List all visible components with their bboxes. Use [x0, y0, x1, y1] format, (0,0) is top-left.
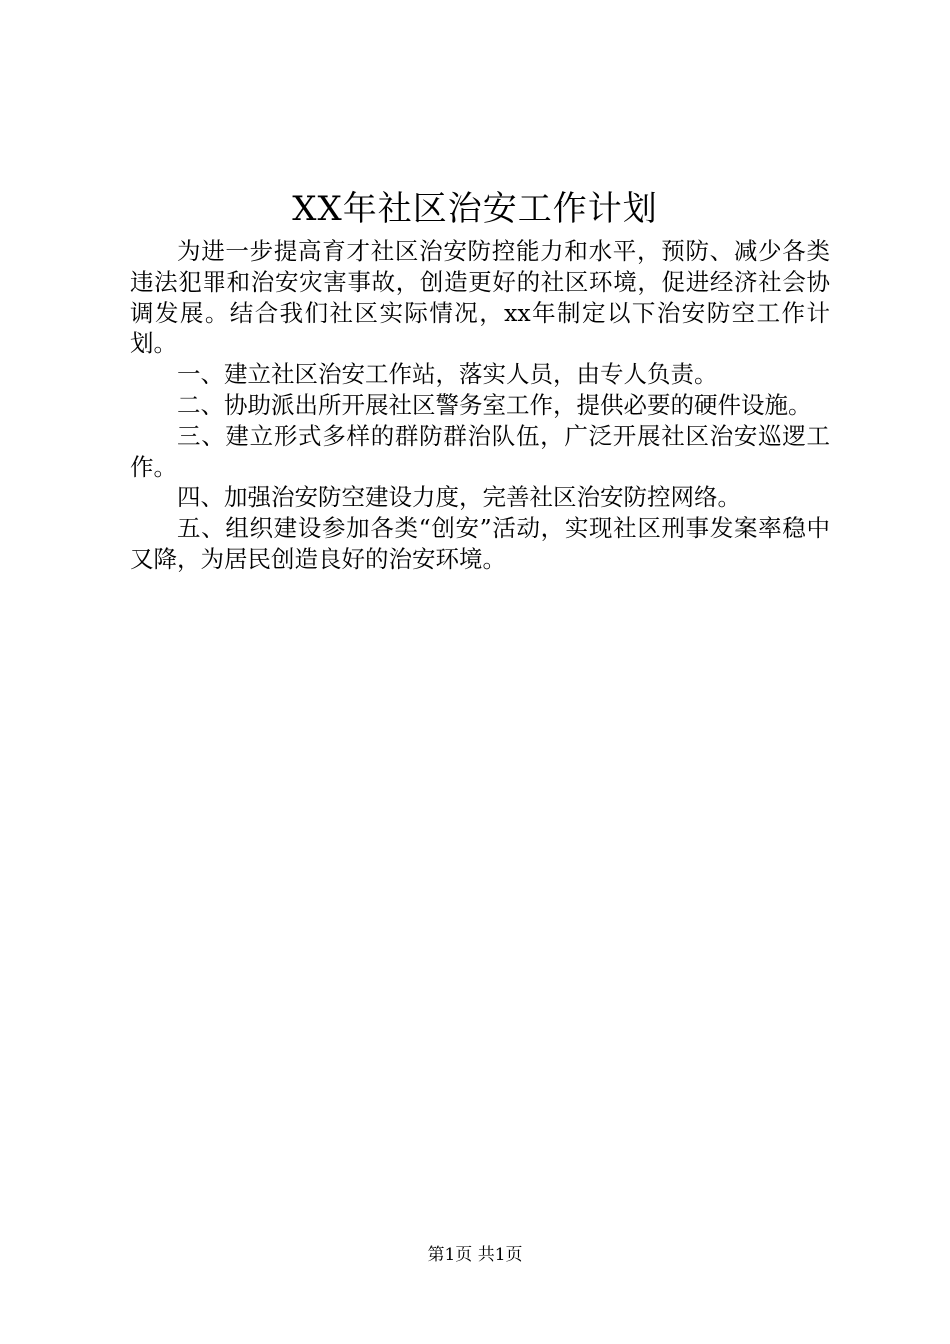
paragraph-intro: 为进一步提高育才社区治安防控能力和水平，预防、减少各类违法犯罪和治安灾害事故，创造更好的社区环境，促进经济社会协调发展。结合我们社区实际情况，xx年制定以下治安防空工作计划。 [130, 237, 830, 358]
page-footer: 第1页 共1页 [427, 1245, 523, 1265]
paragraph-item-4: 四、加强治安防空建设力度，完善社区治安防控网络。 [177, 483, 741, 512]
paragraph-item-2: 二、协助派出所开展社区警务室工作，提供必要的硬件设施。 [177, 390, 812, 419]
paragraph-item-1: 一、建立社区治安工作站，落实人员，由专人负责。 [177, 360, 718, 389]
paragraph-item-5: 五、组织建设参加各类“创安”活动，实现社区刑事发案率稳中又降，为居民创造良好的治安环境。 [130, 514, 830, 573]
document-title: XX年社区治安工作计划 [292, 189, 658, 229]
paragraph-item-3: 三、建立形式多样的群防群治队伍，广泛开展社区治安巡逻工作。 [130, 421, 830, 481]
document-body [130, 236, 830, 575]
